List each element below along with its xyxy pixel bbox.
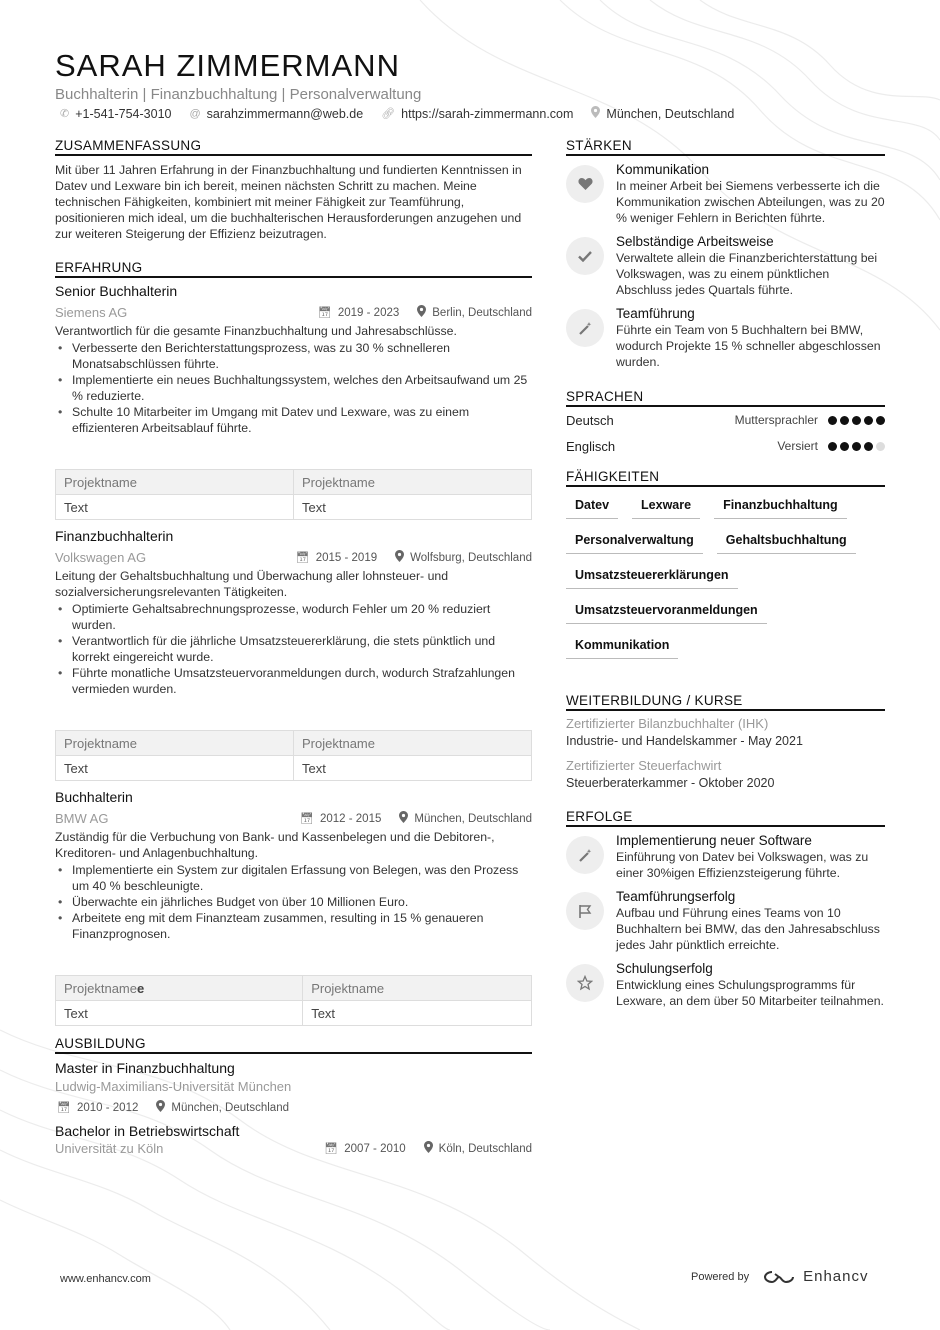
calendar-icon: 📅︎ (324, 1143, 339, 1155)
job-title: Buchhalterin (55, 789, 133, 805)
project-table-header: Projektname (294, 470, 532, 495)
skill-tag: Finanzbuchhaltung (714, 498, 847, 519)
right-column (566, 138, 885, 1009)
training-item (566, 758, 885, 790)
job-bullet: • Verantwortlich für die jährliche Umsatzsteuererklärung, die stets pünktlich und korrekt eingereicht wurde. (55, 633, 532, 665)
job-bullet: • Arbeitete eng mit dem Finanzteam zusammen, resulting in 15 % genaueren Finanzprognosen. (55, 910, 532, 942)
education-school: Ludwig-Maximilians-Universität München (55, 1079, 292, 1094)
calendar-icon: 📅︎ (295, 552, 310, 564)
location-pin-icon (156, 1100, 165, 1115)
strength-title: Kommunikation (616, 162, 710, 177)
training-name: Zertifizierter Steuerfachwirt (566, 758, 722, 773)
job-bullet: • Implementierte ein neues Buchhaltungssystem, welches den Arbeitsaufwand um 25 % reduzierte. (55, 372, 532, 404)
job-company: Siemens AG (55, 305, 128, 320)
candidate-name: SARAH ZIMMERMANN (55, 48, 400, 83)
summary-heading: ZUSAMMENFASSUNG (55, 138, 532, 156)
job-title: Senior Buchhalterin (55, 283, 178, 299)
location-pin-icon (395, 550, 404, 565)
contact-location (591, 106, 734, 121)
proficiency-dot-filled (876, 416, 885, 425)
strength-item (566, 234, 885, 298)
languages-section (566, 389, 885, 459)
project-table (55, 469, 532, 520)
job-company: Volkswagen AG (55, 550, 147, 565)
language-row (566, 433, 885, 459)
education-heading: AUSBILDUNG (55, 1036, 532, 1054)
job-entry (55, 528, 532, 781)
language-name: Englisch (566, 438, 616, 454)
skill-tag: Kommunikation (566, 638, 678, 659)
job-dates: 2015 - 2019 (315, 551, 378, 564)
job-bullets (55, 601, 532, 697)
job-bullet: • Schulte 10 Mitarbeiter im Umgang mit Datev und Lexware, was zu einem effizienteren Arbeitsablauf führte. (55, 404, 532, 436)
strengths-section (566, 138, 885, 370)
strength-item (566, 306, 885, 370)
skill-tag: Personalverwaltung (566, 533, 703, 554)
skill-tag: Gehaltsbuchhaltung (717, 533, 856, 554)
strength-item (566, 162, 885, 226)
left-column (55, 138, 532, 1156)
project-table-cell: Text (294, 495, 532, 520)
language-level: Versiert (777, 439, 818, 453)
achievement-text: Einführung von Datev bei Volkswagen, was zu einer 30%igen Effizienzsteigerung führte. (616, 850, 869, 880)
project-table-header: Projektnamee (56, 976, 303, 1001)
link-icon: 🔗︎ (381, 108, 396, 120)
brand-text: Enhancv (803, 1268, 869, 1285)
strength-text: In meiner Arbeit bei Siemens verbesserte ich die Kommunikation zwischen Abteilungen, was zu 20 % weniger Fehlern in Berichten führte. (616, 179, 885, 225)
experience-section (55, 260, 532, 1026)
job-company: BMW AG (55, 811, 109, 826)
language-proficiency-dots (828, 442, 885, 451)
training-section (566, 693, 885, 790)
location-pin-icon (399, 811, 408, 826)
location-pin-icon (424, 1141, 433, 1156)
job-entry (55, 789, 532, 1026)
at-icon: @ (189, 107, 201, 120)
candidate-subtitle: Buchhalterin | Finanzbuchhaltung | Personalverwaltung (55, 86, 422, 103)
contact-email[interactable] (189, 106, 363, 121)
training-item (566, 716, 885, 748)
proficiency-dot-filled (840, 416, 849, 425)
achievement-item (566, 961, 885, 1009)
language-proficiency-dots (828, 416, 885, 425)
location-pin-icon (417, 305, 426, 320)
education-dates: 2007 - 2010 (344, 1142, 406, 1155)
footer-website[interactable]: www.enhancv.com (60, 1273, 151, 1285)
strength-title: Teamführung (616, 306, 695, 321)
contact-website[interactable] (381, 106, 573, 121)
strength-text: Führte ein Team von 5 Buchhaltern bei BMW, wodurch Projekte 15 % schneller abgeschlossen wurden. (616, 323, 881, 369)
project-table-cell: Text (294, 756, 532, 781)
language-name: Deutsch (566, 412, 614, 428)
education-location: München, Deutschland (171, 1101, 289, 1114)
job-bullets (55, 862, 532, 942)
project-table-header: Projektname (56, 470, 294, 495)
language-row (566, 407, 885, 433)
location-text: München, Deutschland (606, 106, 735, 121)
education-location: Köln, Deutschland (438, 1142, 532, 1155)
project-table (55, 730, 532, 781)
skills-heading: FÄHIGKEITEN (566, 469, 885, 487)
powered-by-label: Powered by (691, 1270, 750, 1283)
job-bullet: • Überwachte ein jährliches Budget von über 10 Millionen Euro. (55, 894, 532, 910)
job-description: Zuständig für die Verbuchung von Bank- und Kassenbelegen und die Debitoren-, Kreditoren- und Anlagenbuchhaltung. (55, 830, 495, 860)
education-degree: Bachelor in Betriebswirtschaft (55, 1123, 240, 1139)
project-table-cell: Text (56, 495, 294, 520)
enhancv-logo[interactable] (763, 1268, 868, 1285)
website-text: https://sarah-zimmermann.com (401, 106, 574, 121)
education-school: Universität zu Köln (55, 1141, 164, 1156)
job-meta (55, 305, 532, 320)
project-table-header: Projektname (294, 731, 532, 756)
education-entry (55, 1060, 532, 1115)
achievements-section (566, 809, 885, 1009)
achievement-item (566, 889, 885, 953)
achievements-heading: ERFOLGE (566, 809, 885, 827)
job-bullet: • Optimierte Gehaltsabrechnungsprozesse, wodurch Fehler um 20 % reduziert wurden. (55, 601, 532, 633)
project-table-header: Projektname (303, 976, 532, 1001)
project-table-cell: Text (56, 1001, 303, 1026)
proficiency-dot-filled (828, 416, 837, 425)
job-location: Wolfsburg, Deutschland (410, 551, 532, 564)
education-dates: 2010 - 2012 (76, 1101, 139, 1114)
contact-phone[interactable] (60, 106, 171, 121)
proficiency-dot-empty (876, 442, 885, 451)
project-table-cell: Text (303, 1001, 532, 1026)
education-entry (55, 1123, 532, 1156)
job-bullets (55, 340, 532, 436)
proficiency-dot-filled (852, 442, 861, 451)
skill-tag: Umsatzsteuererklärungen (566, 568, 738, 589)
magic-wand-icon (566, 309, 604, 347)
strength-title: Selbständige Arbeitsweise (616, 234, 774, 249)
proficiency-dot-filled (828, 442, 837, 451)
magic-wand-icon (566, 836, 604, 874)
skill-tag: Lexware (632, 498, 700, 519)
phone-icon: ✆ (60, 108, 70, 120)
job-entry (55, 283, 532, 520)
skills-list (566, 498, 885, 659)
experience-heading: ERFAHRUNG (55, 260, 532, 278)
strength-text: Verwaltete allein die Finanzberichterstattung bei Volkswagen, was zu einem pünktlichen Abschluss jedes Quartals führte. (616, 251, 878, 297)
enhancv-logo-icon (763, 1269, 795, 1285)
job-location: München, Deutschland (414, 812, 532, 825)
star-icon (566, 964, 604, 1002)
flag-icon (566, 892, 604, 930)
calendar-icon: 📅︎ (57, 1102, 71, 1114)
proficiency-dot-filled (852, 416, 861, 425)
job-title: Finanzbuchhalterin (55, 528, 174, 544)
training-heading: WEITERBILDUNG / KURSE (566, 693, 885, 711)
job-meta (55, 550, 532, 565)
education-section (55, 1036, 532, 1156)
achievement-text: Aufbau und Führung eines Teams von 10 Buchhaltern bei BMW, das den Jahresabschluss jedes Jahr pünktlich erreichte. (616, 906, 880, 952)
language-level: Muttersprachler (734, 413, 818, 427)
proficiency-dot-filled (864, 442, 873, 451)
strengths-heading: STÄRKEN (566, 138, 885, 156)
training-org: Steuerberaterkammer - Oktober 2020 (566, 776, 775, 790)
job-dates: 2012 - 2015 (319, 812, 382, 825)
achievement-title: Implementierung neuer Software (616, 833, 812, 848)
check-icon (566, 237, 604, 275)
summary-section (55, 138, 532, 242)
achievement-item (566, 833, 885, 881)
contact-bar (60, 106, 734, 121)
proficiency-dot-filled (864, 416, 873, 425)
heart-icon (566, 165, 604, 203)
education-degree: Master in Finanzbuchhaltung (55, 1060, 235, 1076)
job-dates: 2019 - 2023 (337, 306, 400, 319)
skill-tag: Datev (566, 498, 618, 519)
skills-section (566, 469, 885, 659)
job-meta (55, 811, 532, 826)
achievement-title: Schulungserfolg (616, 961, 713, 976)
skill-tag: Umsatzsteuervoranmeldungen (566, 603, 767, 624)
calendar-icon: 📅︎ (300, 813, 314, 825)
project-table-cell: Text (56, 756, 294, 781)
location-pin-icon (591, 106, 600, 121)
project-table-header: Projektname (56, 731, 294, 756)
project-table (55, 975, 532, 1026)
job-bullet: • Verbesserte den Berichterstattungsprozess, was zu 30 % schnelleren Monatsabschlüssen führte. (55, 340, 532, 372)
calendar-icon: 📅︎ (317, 307, 332, 319)
languages-heading: SPRACHEN (566, 389, 885, 407)
job-description: Verantwortlich für die gesamte Finanzbuchhaltung und Jahresabschlüsse. (55, 324, 457, 338)
achievement-title: Teamführungserfolg (616, 889, 736, 904)
job-bullet: • Führte monatliche Umsatzsteuervoranmeldungen durch, wodurch Strafzahlungen vermieden wurden. (55, 665, 532, 697)
training-org: Industrie- und Handelskammer - May 2021 (566, 734, 803, 748)
job-bullet: • Implementierte ein System zur digitalen Erfassung von Belegen, was den Prozess um 40 % beschleunigte. (55, 862, 532, 894)
achievement-text: Entwicklung eines Schulungsprogramms für Lexware, an dem über 50 Mitarbeiter teilnahmen. (616, 978, 884, 1008)
summary-text: Mit über 11 Jahren Erfahrung in der Finanzbuchhaltung und fundierten Kenntnissen in Datev und Lexware bin ich bereit, meinen nächsten Schritt zu machen. Meine technischen Fähigkeiten, kombiniert mit meiner Fähigkeit zur Teamführung, positionieren mich ideal, um die buchhalterischen Herausforderungen anzugehen und zur weiteren Steigerung der Effizienz beizutragen. (55, 163, 522, 241)
footer-brand (691, 1268, 868, 1285)
proficiency-dot-filled (840, 442, 849, 451)
job-location: Berlin, Deutschland (432, 306, 532, 319)
email-text: sarahzimmermann@web.de (206, 106, 364, 121)
job-description: Leitung der Gehaltsbuchhaltung und Überwachung aller lohnsteuer- und sozialversicherungsrelevanten Tätigkeiten. (55, 569, 449, 599)
training-name: Zertifizierter Bilanzbuchhalter (IHK) (566, 716, 769, 731)
phone-text: +1-541-754-3010 (75, 106, 172, 121)
